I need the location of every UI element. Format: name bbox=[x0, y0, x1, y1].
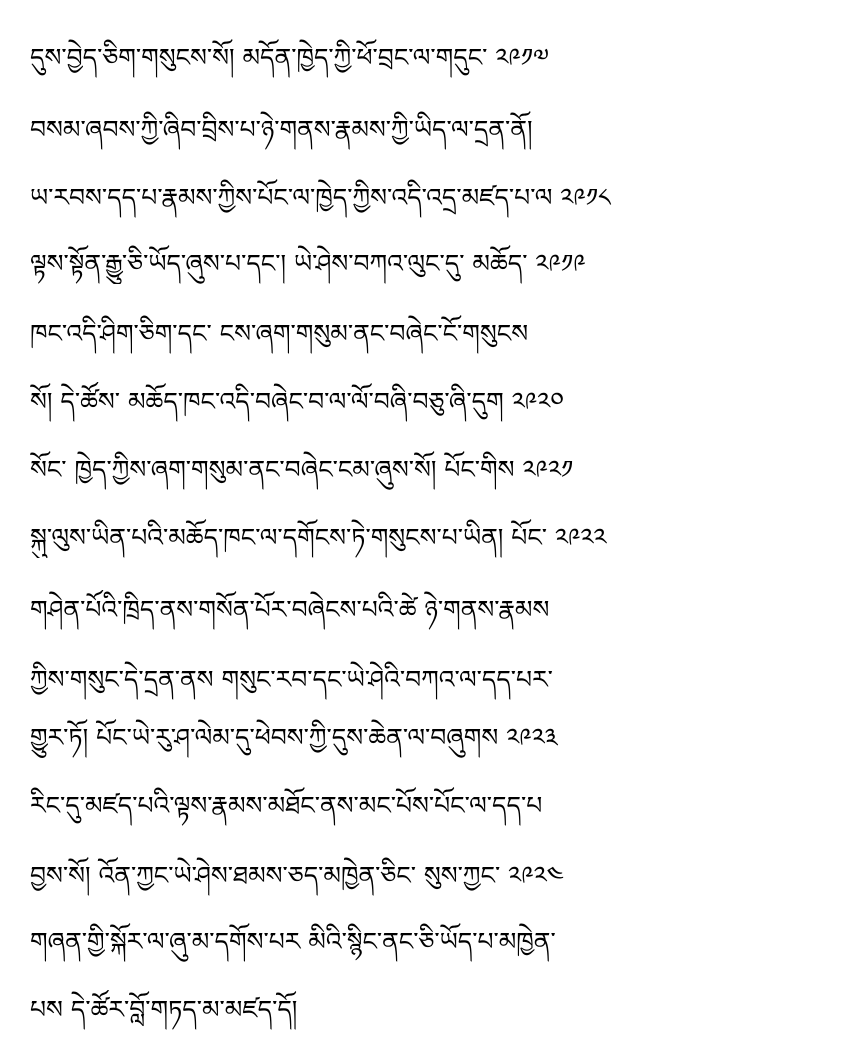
text-line-15: པས དེ་ཚོར་བློ་གཏད་མ་མཛད་དོ། bbox=[30, 995, 298, 1024]
text-line-7: སོང་ ཁྱེད་ཀྱིས་ཞག་གསུམ་ནང་བཞེང་ངམ་ཞུས་སོ། པོང་གིས ༢༩༢༡ bbox=[30, 455, 574, 484]
text-line-9: གཤེན་པོའི་ཁྲིད་ནས་གསོན་པོར་བཞེངས་པའི་ཚེ ཉེ་གནས་རྣམས bbox=[30, 595, 550, 624]
text-line-6: སོ། དེ་ཚོས་ མཆོད་ཁང་འདི་བཞེང་བ་ལ་ལོ་བཞི་བཅུ་ཞི་དུག ༢༩༢༠ bbox=[30, 387, 564, 416]
text-line-13: བྱས་སོ། འོན་ཀྱང་ཡེ་ཤེས་ཐམས་ཅད་མཁྱེན་ཅིང་ སུས་ཀྱང་ ༢༩༢༤ bbox=[30, 861, 564, 890]
text-line-4: ལྟས་སྟོན་རྒྱུ་ཅི་ཡོད་ཞུས་པ་དང་། ཡེ་ཤེས་བཀའ་ལུང་དུ་ མཆོད་ ༢༩༡༩ bbox=[30, 249, 586, 278]
text-line-8: སྐུ་ལུས་ཡིན་པའི་མཆོད་ཁང་ལ་དགོངས་ཏེ་གསུངས་པ་ཡིན། པོང་ ༢༩༢༢ bbox=[30, 523, 607, 552]
text-line-12: རིང་དུ་མཛད་པའི་ལྟས་རྣམས་མཐོང་ནས་མང་པོས་པོང་ལ་དད་པ bbox=[30, 791, 543, 820]
text-line-14: གཞན་གྱི་སྐོར་ལ་ཞུ་མ་དགོས་པར མིའི་སྙིང་ནང་ཅི་ཡོད་པ་མཁྱེན་ bbox=[30, 927, 556, 956]
text-line-2: བསམ་ཞབས་ཀྱི་ཞིབ་བྲིས་པ་ཉེ་གནས་རྣམས་ཀྱི་ཡིད་ལ་དྲན་ནོ། bbox=[30, 115, 533, 144]
text-line-11: གྱུར་ཏོ། པོང་ཡེ་རུ་ཤ་ལེམ་དུ་ཕེབས་ཀྱི་དུས་ཆེན་ལ་བཞུགས ༢༩༢༣ bbox=[30, 723, 558, 752]
text-line-10: ཀྱིས་གསུང་དེ་དྲན་ནས གསུང་རབ་དང་ཡེ་ཤེའི་བཀའ་ལ་དད་པར་ bbox=[30, 665, 553, 694]
text-line-3: ཡ་རབས་དད་པ་རྣམས་ཀྱིས་པོང་ལ་ཁྱེད་ཀྱིས་འདི་འདྲ་མཛད་པ་ལ ༢༩༡༨ bbox=[30, 183, 611, 212]
text-line-1: དུས་བྱེད་ཅིག་གསུངས་སོ། མདོན་ཁྱེད་ཀྱི་ཕོ་བྲང་ལ་གདུང་ ༢༩༡༧ bbox=[30, 43, 550, 72]
text-line-5: ཁང་འདི་ཤིག་ཅིག་དང་ ངས་ཞག་གསུམ་ནང་བཞེང་ངོ་གསུངས bbox=[30, 319, 529, 348]
